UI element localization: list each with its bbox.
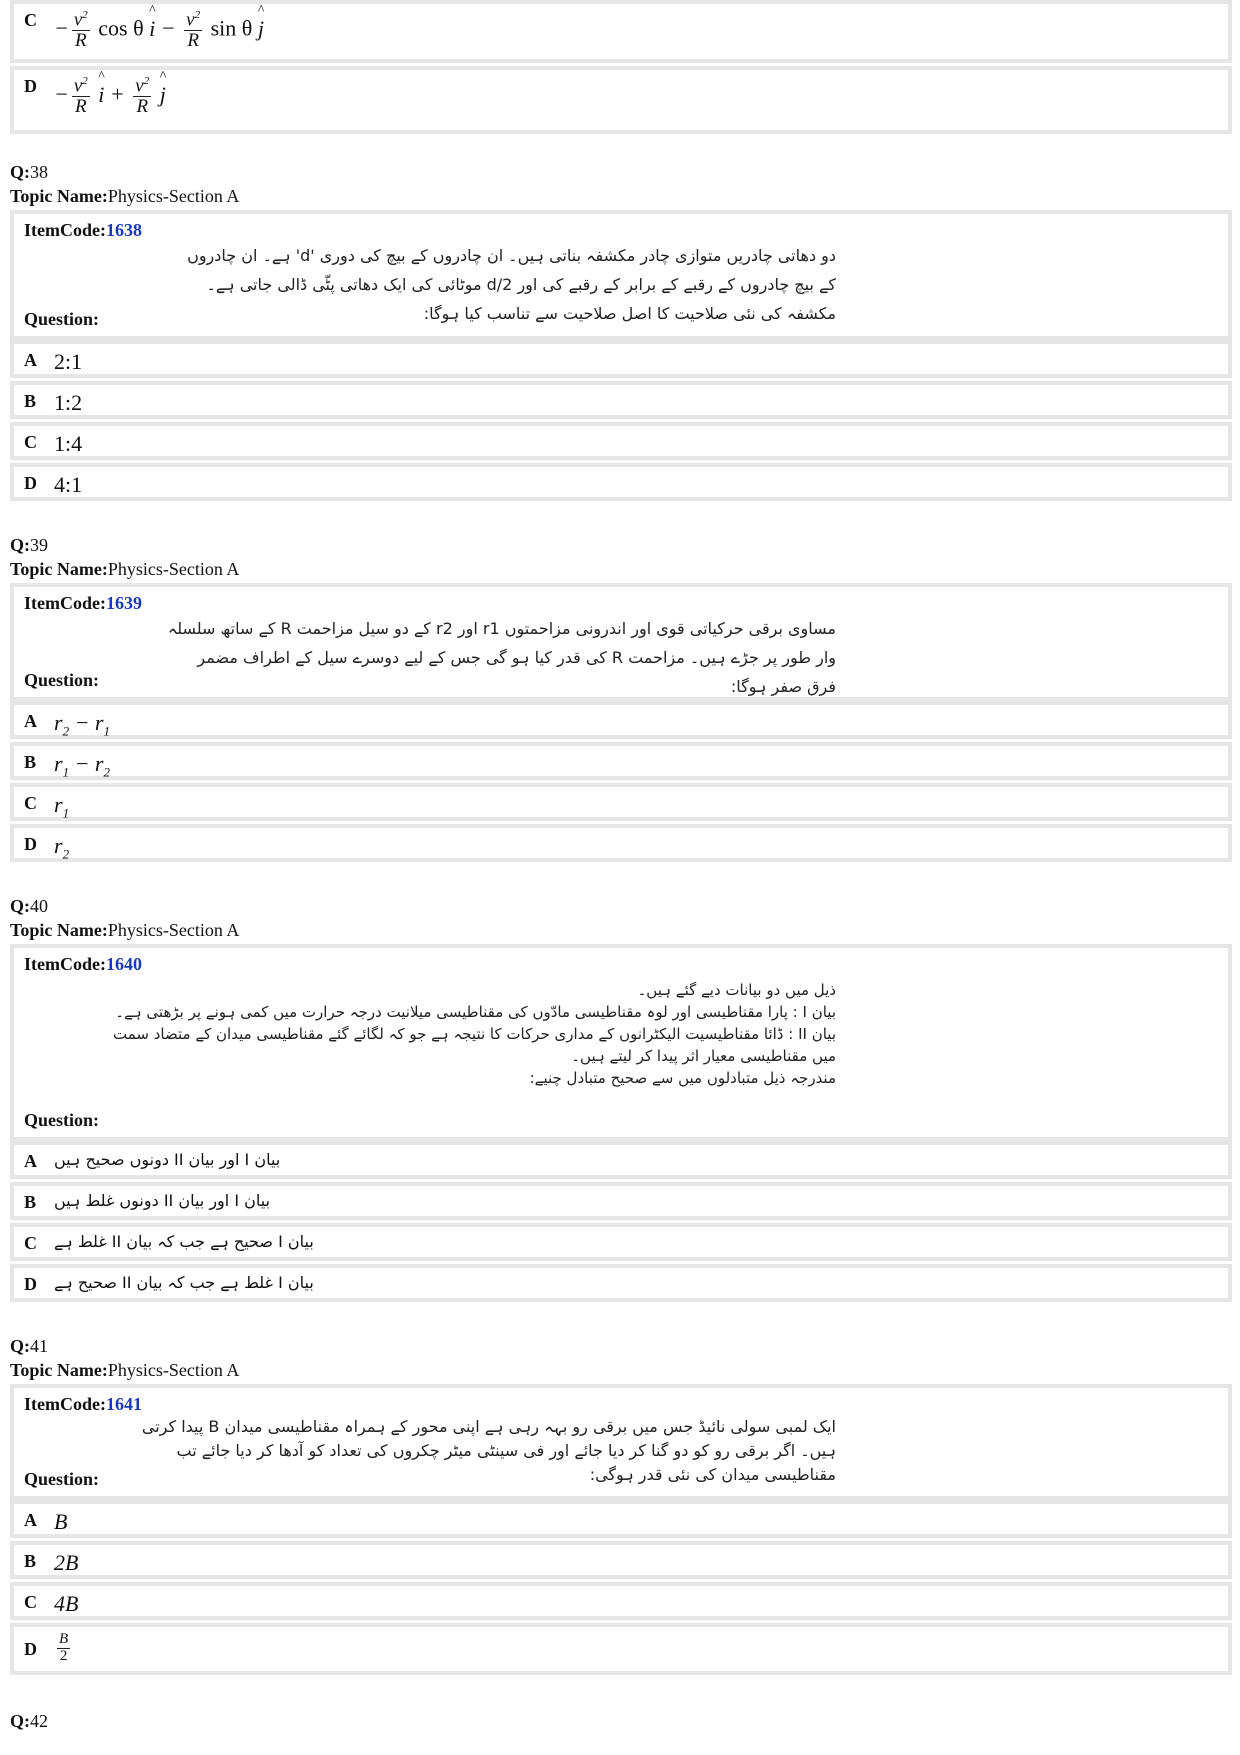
question-box — [10, 944, 1232, 1141]
question-header: Q:38 Topic Name:Physics-Section A — [10, 162, 240, 206]
option-letter: A — [24, 1510, 37, 1530]
option-letter: A — [24, 1151, 37, 1171]
question-header: Q:39 Topic Name:Physics-Section A — [10, 535, 240, 579]
option-formula: $r_2 - r_1$ — [54, 710, 110, 739]
option-text: 1:2 — [54, 390, 83, 415]
option-letter: C — [24, 1233, 37, 1253]
option-b[interactable] — [10, 1182, 1232, 1220]
itemcode: ItemCode:1638 — [24, 220, 142, 240]
option-d[interactable] — [10, 1623, 1232, 1675]
option-letter: D — [24, 1274, 37, 1294]
option-letter: B — [24, 1192, 37, 1212]
option-text: بیان I اور بیان II دونوں صحیح ہیں — [54, 1150, 281, 1169]
option-a[interactable] — [10, 701, 1232, 739]
option-a[interactable] — [10, 1141, 1232, 1179]
option-a[interactable] — [10, 340, 1232, 378]
options-list — [10, 1141, 1232, 1302]
question-label: Question: — [24, 1110, 100, 1130]
prev-option-d[interactable] — [10, 66, 1232, 134]
question-header: Q:41 Topic Name:Physics-Section A — [10, 1336, 240, 1380]
option-b[interactable] — [10, 1541, 1232, 1579]
option-letter: A — [24, 711, 37, 731]
option-formula: $r_2$ — [54, 833, 70, 862]
option-text: بیان I صحیح ہے جب کہ بیان II غلط ہے — [54, 1232, 314, 1251]
option-letter: C — [24, 10, 37, 30]
option-text: بیان I اور بیان II دونوں غلط ہیں — [54, 1191, 271, 1210]
question-text: مساوی برقی حرکیاتی قوی اور اندرونی مزاحمتوں r1 اور r2 کے دو سیل مزاحمت R کے ساتھ سلسلہ وار طور پر جڑے ہیں۔ مزاحمت R کی قدر کیا ہو گی جس کے لیے دوسرے سیل کے اطراف مضمر فرق صفر ہوگا: — [167, 619, 836, 696]
option-formula: $r_1 - r_2$ — [54, 751, 110, 780]
option-letter: B — [24, 391, 37, 411]
option-letter: D — [24, 473, 37, 493]
question-label: Question: — [24, 309, 100, 329]
option-d[interactable] — [10, 463, 1232, 501]
option-b[interactable] — [10, 381, 1232, 419]
prev-option-c[interactable] — [10, 0, 1232, 63]
option-formula: $\frac{B}{2}$ — [59, 1631, 69, 1664]
itemcode: ItemCode:1640 — [24, 954, 142, 974]
option-c[interactable] — [10, 1582, 1232, 1620]
option-text: 4B — [54, 1591, 79, 1616]
question-header: Q:42 — [10, 1711, 48, 1731]
option-c[interactable] — [10, 783, 1232, 821]
option-formula: $r_1$ — [54, 792, 70, 821]
option-letter: A — [24, 350, 37, 370]
option-letter: D — [24, 1639, 37, 1659]
question-label: Question: — [24, 1469, 100, 1489]
option-letter: B — [24, 1551, 37, 1571]
option-text: بیان I غلط ہے جب کہ بیان II صحیح ہے — [54, 1273, 314, 1292]
page — [10, 0, 1232, 1733]
question-box — [10, 583, 1232, 701]
option-letter: D — [24, 834, 37, 854]
question-header: Q:40 Topic Name:Physics-Section A — [10, 896, 240, 940]
option-letter: C — [24, 432, 37, 452]
question-text: ذیل میں دو بیانات دیے گئے ہیں۔ بیان I : پارا مقناطیسی اور لوہ مقناطیسی مادّوں کی مقناطیسی میلانیت درجہ حرارت میں کمی ہونے پر بڑھتی ہے۔ بیان II : ڈائا مقناطیسیت الیکٹرانوں کے مداری حرکات کا نتیجہ ہے جو کہ لگائے گئے مقناطیسی میدان کے متضاد سمت میں مقناطیسی معیار اثر پیدا کر لیتے ہیں۔ مندرجہ ذیل متبادلوں میں سے صحیح متبادل چنیے: — [113, 981, 836, 1087]
question-text: دو دھاتی چادریں متوازی چادر مکشفہ بناتی ہیں۔ ان چادروں کے بیچ کی دوری 'd' ہے۔ ان چادروں کے بیچ چادروں کے رقبے کے برابر کے رقبے کی اور d/2 موٹائی کی ایک دھاتی پٹّی ڈالی جاتی ہے۔ مکشفہ کی نئی صلاحیت کا اصل صلاحیت سے تناسب کیا ہوگا: — [187, 246, 836, 323]
option-letter: C — [24, 1592, 37, 1612]
option-a[interactable] — [10, 1500, 1232, 1538]
options-list — [10, 701, 1232, 862]
itemcode: ItemCode:1641 — [24, 1394, 142, 1414]
option-formula: − $\frac{v^2}{R}$ ^ i + $\frac{v^2}{R}$ ^ j — [48, 70, 172, 122]
question-label: Question: — [24, 670, 100, 690]
option-text: 4:1 — [54, 472, 83, 497]
option-text: 2B — [54, 1550, 79, 1575]
option-letter: B — [24, 752, 37, 772]
option-c[interactable] — [10, 1223, 1232, 1261]
option-text: B — [54, 1509, 68, 1534]
question-box — [10, 210, 1232, 340]
option-c[interactable] — [10, 422, 1232, 460]
option-b[interactable] — [10, 742, 1232, 780]
option-text: 2:1 — [54, 349, 83, 374]
itemcode: ItemCode:1639 — [24, 593, 142, 613]
option-d[interactable] — [10, 824, 1232, 862]
options-list — [10, 1500, 1232, 1675]
option-d[interactable] — [10, 1264, 1232, 1302]
question-text: ایک لمبی سولی نائیڈ جس میں برقی رو بہہ رہی ہے اپنی محور کے ہمراہ مقناطیسی میدان B پیدا کرتی ہیں۔ اگر برقی رو کو دو گنا کر دیا جائے اور فی سینٹی میٹر چکروں کی تعداد کو آدھا کر دیا جائے تب مقناطیسی میدان کی نئی قدر ہوگی: — [141, 1417, 836, 1484]
option-letter: C — [24, 793, 37, 813]
option-formula: − $\frac{v^2}{R}$ cos θ ^ i − $\frac{v^2}{R}$ sin θ ^ j — [48, 4, 270, 56]
option-letter: D — [24, 76, 37, 96]
question-box — [10, 1384, 1232, 1500]
options-list — [10, 340, 1232, 501]
option-text: 1:4 — [54, 431, 83, 456]
